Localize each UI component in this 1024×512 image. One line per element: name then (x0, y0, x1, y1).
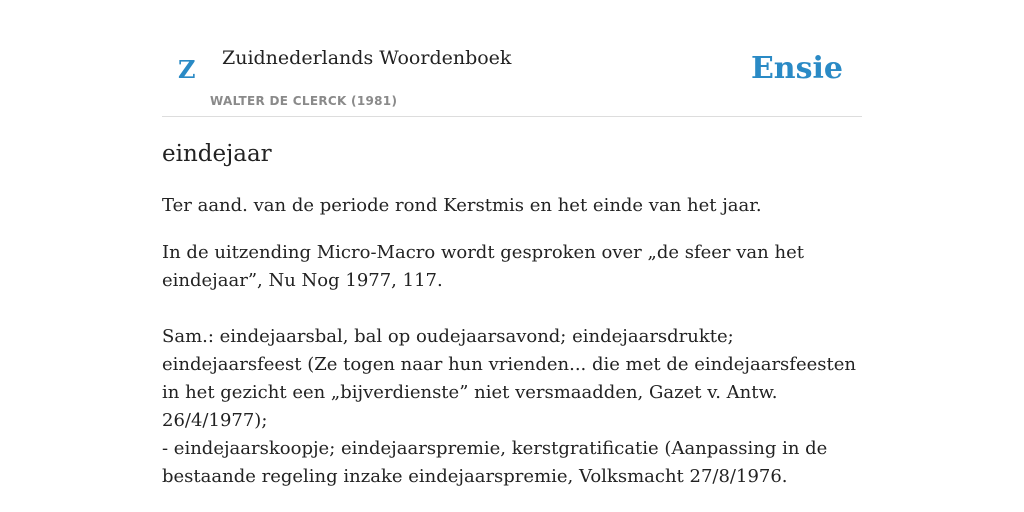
entry-example: In de uitzending Micro-Macro wordt gesproken over „de sfeer van het eindejaar”, Nu Nog 1977, 117. (162, 242, 804, 291)
dictionary-title[interactable]: Zuidnederlands Woordenboek (222, 47, 512, 69)
entry-compounds-more: - eindejaarskoopje; eindejaarspremie, kerstgratificatie (Aanpassing in de bestaande regeling inzake eindejaarspremie, Volksmacht 27/8/1976. (162, 438, 828, 487)
entry-definition: Ter aand. van de periode rond Kerstmis en het einde van het jaar. (162, 195, 762, 216)
ensie-brand-logo[interactable]: Ensie (750, 51, 843, 86)
entry-headword: eindejaar (162, 141, 272, 167)
entry-compounds: Sam.: eindejaarsbal, bal op oudejaarsavond; eindejaarsdrukte; eindejaarsfeest (Ze togen naar hun vrienden... die met de eindejaarsfeesten in het gezicht een „bijverdienste” niet versmaadden, Gazet v. Antw. 26/4/1977); (162, 326, 856, 431)
dictionary-logo[interactable]: Z (178, 55, 196, 84)
dictionary-author: WALTER DE CLERCK (1981) (210, 94, 398, 108)
site-header (162, 0, 862, 117)
